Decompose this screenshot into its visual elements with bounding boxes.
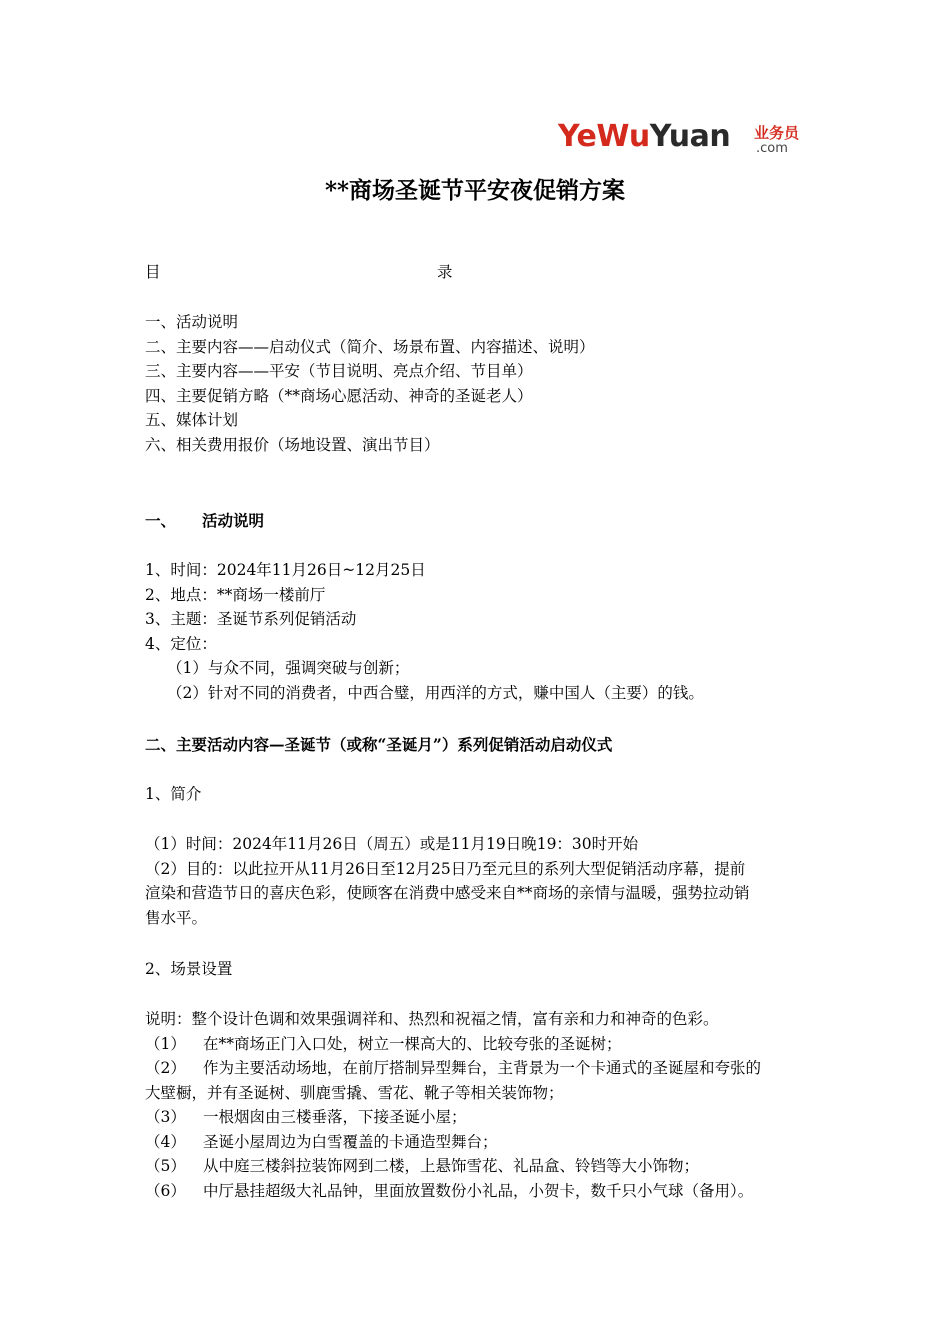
toc-list <box>145 310 810 457</box>
section1-body <box>145 558 810 705</box>
scene-item <box>145 1154 810 1179</box>
toc-item: 二、主要内容——启动仪式（简介、场景布置、内容描述、说明） <box>145 337 595 356</box>
section1-item: 4、定位： <box>145 634 217 653</box>
scene-item <box>145 1105 810 1130</box>
scene-item-text: 中厅悬挂超级大礼品钟，里面放置数份小礼品，小贺卡，数千只小气球（备用）。 <box>203 1181 754 1200</box>
toc-item: 四、主要促销方略（**商场心愿活动、神奇的圣诞老人） <box>145 386 533 405</box>
section1-heading <box>145 509 810 534</box>
scene-body <box>145 1007 810 1203</box>
toc-heading-left: 目 <box>145 263 161 281</box>
intro-time: （1）时间：2024年11月26日（周五）或是11月19日晚19：30时开始 <box>145 835 639 853</box>
scene-item-text: 作为主要活动场地，在前厅搭制异型舞台，主背景为一个卡通式的圣诞屋和夸张的 <box>203 1059 762 1077</box>
toc-item: 三、主要内容——平安（节目说明、亮点介绍、节目单） <box>145 362 533 380</box>
scene-description: 说明：整个设计色调和效果强调祥和、热烈和祝福之情，富有亲和力和神奇的色彩。 <box>145 1010 719 1028</box>
section1-number: 一、 <box>145 511 177 530</box>
section1-subitem: （2）针对不同的消费者，中西合璧，用西洋的方式，赚中国人（主要）的钱。 <box>167 683 704 702</box>
logo-text-cn: 业务员 <box>754 124 800 142</box>
section1-item: 1、时间：2024年11月26日~12月25日 <box>145 561 426 579</box>
toc-heading-right: 录 <box>437 263 453 281</box>
toc-item: 六、相关费用报价（场地设置、演出节目） <box>145 435 440 454</box>
scene-item-number: （5） <box>145 1157 186 1175</box>
scene-item-text: 一根烟囱由三楼垂落，下接圣诞小屋； <box>203 1108 467 1126</box>
scene-item-text: 在**商场正门入口处，树立一棵高大的、比较夸张的圣诞树； <box>203 1034 622 1053</box>
section2-intro <box>145 832 810 930</box>
section2-heading: 二、主要活动内容—圣诞节（或称“圣诞月”）系列促销活动启动仪式 <box>145 735 613 754</box>
toc-item: 一、活动说明 <box>145 313 239 331</box>
toc-item: 五、媒体计划 <box>145 411 239 429</box>
scene-item <box>145 1056 810 1081</box>
intro-goal-line: 渲染和营造节日的喜庆色彩，使顾客在消费中感受来自**商场的亲情与温暖，强势拉动销 <box>145 884 750 902</box>
logo-text-part2: Yuan <box>649 119 731 154</box>
scene-item-continuation: 大壁橱，并有圣诞树、驯鹿雪撬、雪花、靴子等相关装饰物； <box>145 1083 564 1102</box>
section1-title: 活动说明 <box>202 511 265 530</box>
scene-item <box>145 1032 810 1057</box>
section1-subitem: （1）与众不同，强调突破与创新； <box>167 659 410 677</box>
scene-item-text: 圣诞小屋周边为白雪覆盖的卡通造型舞台； <box>203 1132 498 1151</box>
intro-goal-line: 售水平。 <box>145 908 208 927</box>
toc-heading <box>145 259 455 285</box>
scene-item-number: （2） <box>145 1059 186 1077</box>
logo-text-part1: YeWu <box>558 119 650 154</box>
document-title: **商场圣诞节平安夜促销方案 <box>324 177 626 204</box>
logo-text-com: .com <box>756 141 788 156</box>
scene-item-number: （4） <box>145 1132 186 1151</box>
scene-item <box>145 1130 810 1155</box>
section1-item: 2、地点：**商场一楼前厅 <box>145 585 326 604</box>
yewuyuan-logo <box>558 120 808 160</box>
scene-item-text: 从中庭三楼斜拉装饰网到二楼，上悬饰雪花、礼品盒、铃铛等大小饰物； <box>203 1157 700 1175</box>
section2-sub2-title: 2、场景设置 <box>145 960 233 978</box>
intro-goal-line: （2）目的：以此拉开从11月26日至12月25日乃至元旦的系列大型促销活动序幕，提前 <box>145 859 746 878</box>
scene-item <box>145 1179 810 1204</box>
section1-item: 3、主题：圣诞节系列促销活动 <box>145 610 357 628</box>
section2-sub1-title: 1、简介 <box>145 785 202 803</box>
scene-item-number: （6） <box>145 1181 186 1200</box>
scene-item-number: （3） <box>145 1108 186 1126</box>
scene-item-number: （1） <box>145 1034 186 1053</box>
